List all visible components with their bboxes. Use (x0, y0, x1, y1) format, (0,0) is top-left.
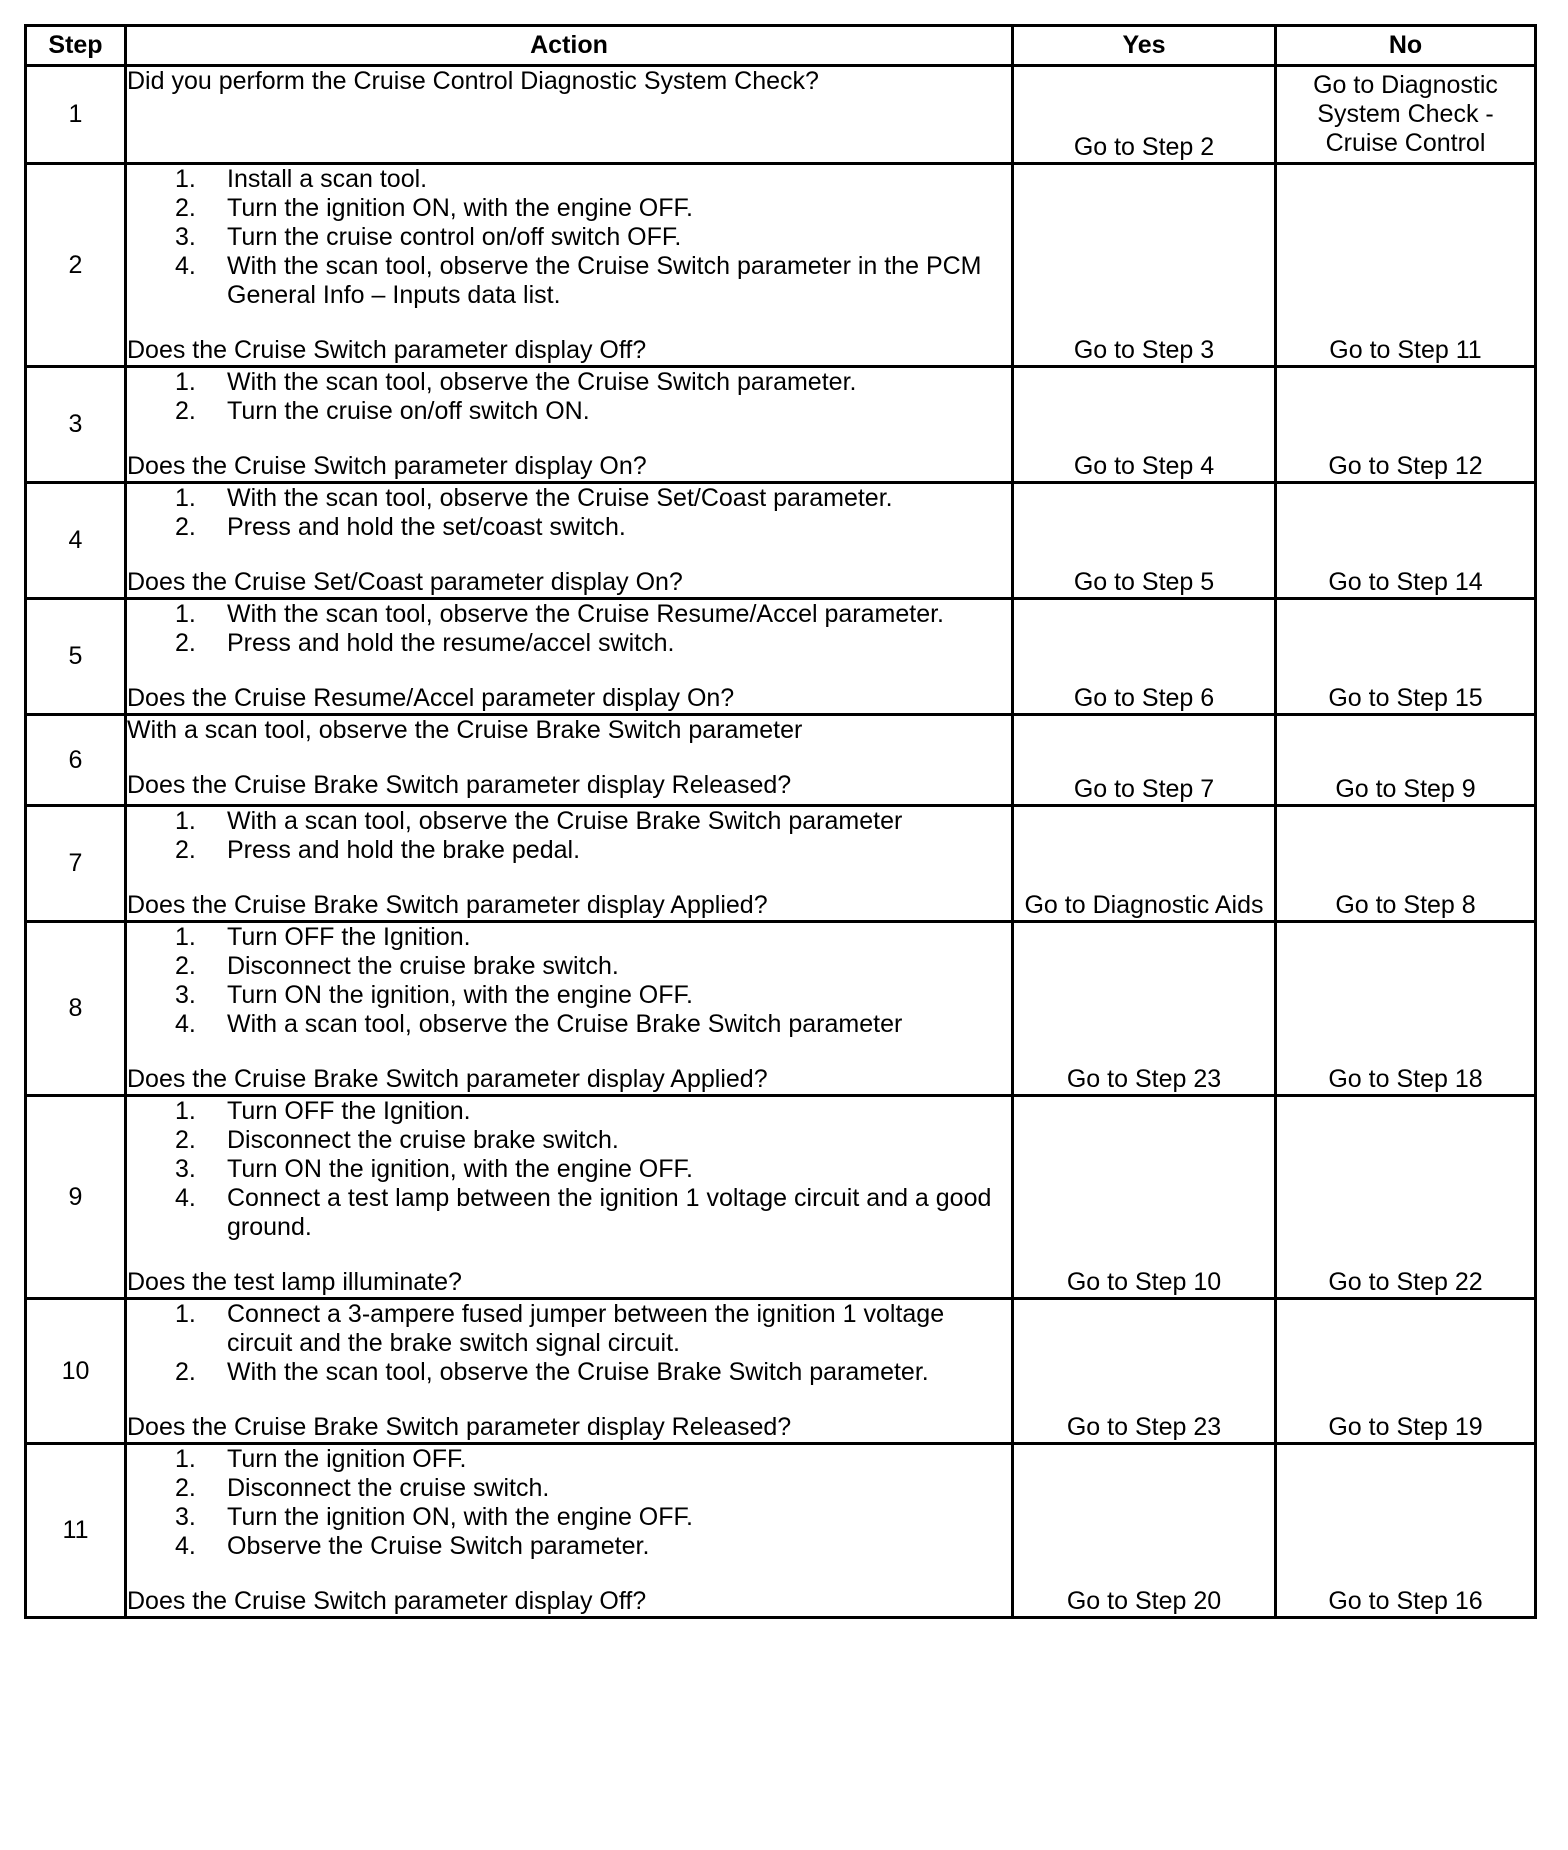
action-cell (126, 483, 1013, 599)
no-result: Go to Step 12 (1276, 367, 1536, 483)
action-cell (126, 1444, 1013, 1618)
instruction-text: With the scan tool, observe the Cruise Resume/Accel parameter. (227, 600, 944, 628)
instruction-item (127, 629, 1011, 658)
header-yes: Yes (1013, 26, 1276, 66)
instruction-number: 1. (175, 600, 196, 628)
instruction-item (127, 1010, 1011, 1039)
instruction-item (127, 1445, 1011, 1474)
instruction-number: 4. (175, 1532, 196, 1560)
instruction-text: Turn the ignition OFF. (227, 1445, 467, 1473)
table-row (26, 806, 1536, 922)
instruction-number: 1. (175, 1300, 196, 1328)
instruction-number: 1. (175, 923, 196, 951)
instruction-item (127, 252, 1011, 310)
instruction-list (127, 1097, 1011, 1242)
action-cell (126, 1299, 1013, 1444)
instruction-item (127, 952, 1011, 981)
instruction-item (127, 981, 1011, 1010)
table-row (26, 367, 1536, 483)
instruction-list (127, 1445, 1011, 1561)
table-body (26, 66, 1536, 1618)
instruction-text: Disconnect the cruise switch. (227, 1474, 550, 1502)
instruction-item (127, 1155, 1011, 1184)
action-cell (126, 367, 1013, 483)
action-question: Does the Cruise Brake Switch parameter display Released? (127, 1413, 792, 1441)
step-number: 6 (26, 715, 126, 806)
no-result: Go to Step 19 (1276, 1299, 1536, 1444)
no-result: Go to Diagnostic System Check - Cruise Control (1276, 66, 1536, 164)
yes-result: Go to Step 10 (1013, 1096, 1276, 1299)
action-intro: With a scan tool, observe the Cruise Brake Switch parameter (127, 716, 803, 744)
instruction-text: With a scan tool, observe the Cruise Brake Switch parameter (227, 807, 903, 835)
table-row (26, 599, 1536, 715)
action-question: Does the Cruise Switch parameter display Off? (127, 1587, 647, 1615)
instruction-item (127, 368, 1011, 397)
no-result: Go to Step 8 (1276, 806, 1536, 922)
instruction-list (127, 923, 1011, 1039)
yes-result: Go to Step 4 (1013, 367, 1276, 483)
instruction-text: Turn the cruise on/off switch ON. (227, 397, 590, 425)
action-question: Does the Cruise Brake Switch parameter display Released? (127, 771, 792, 799)
yes-result: Go to Step 6 (1013, 599, 1276, 715)
instruction-text: Press and hold the brake pedal. (227, 836, 581, 864)
step-number: 1 (26, 66, 126, 164)
instruction-text: Connect a 3-ampere fused jumper between the ignition 1 voltage circuit and the brake switch signal circuit. (227, 1300, 945, 1357)
instruction-item (127, 1300, 1011, 1358)
header-step: Step (26, 26, 126, 66)
instruction-number: 4. (175, 1010, 196, 1038)
header-action: Action (126, 26, 1013, 66)
no-result: Go to Step 11 (1276, 164, 1536, 367)
action-cell (126, 1096, 1013, 1299)
instruction-number: 3. (175, 981, 196, 1009)
instruction-item (127, 1532, 1011, 1561)
instruction-text: Turn OFF the Ignition. (227, 1097, 471, 1125)
instruction-number: 4. (175, 252, 196, 280)
table-row (26, 66, 1536, 164)
instruction-text: Turn the ignition ON, with the engine OFF. (227, 1503, 693, 1531)
instruction-number: 1. (175, 807, 196, 835)
action-cell (126, 922, 1013, 1096)
yes-result: Go to Step 3 (1013, 164, 1276, 367)
action-question: Does the test lamp illuminate? (127, 1268, 462, 1296)
instruction-number: 1. (175, 1097, 196, 1125)
step-number: 5 (26, 599, 126, 715)
action-cell (126, 164, 1013, 367)
action-cell (126, 715, 1013, 806)
action-question: Does the Cruise Switch parameter display Off? (127, 336, 647, 364)
instruction-text: Connect a test lamp between the ignition 1 voltage circuit and a good ground. (227, 1184, 992, 1241)
instruction-text: With the scan tool, observe the Cruise Set/Coast parameter. (227, 484, 893, 512)
instruction-list (127, 165, 1011, 310)
action-cell (126, 806, 1013, 922)
instruction-list (127, 484, 1011, 542)
yes-result: Go to Diagnostic Aids (1013, 806, 1276, 922)
instruction-item (127, 923, 1011, 952)
instruction-number: 3. (175, 1503, 196, 1531)
instruction-number: 4. (175, 1184, 196, 1212)
table-row (26, 1299, 1536, 1444)
instruction-item (127, 165, 1011, 194)
instruction-text: Turn OFF the Ignition. (227, 923, 471, 951)
diagnostic-table (24, 24, 1537, 1619)
instruction-number: 2. (175, 513, 196, 541)
no-result: Go to Step 14 (1276, 483, 1536, 599)
step-number: 11 (26, 1444, 126, 1618)
instruction-number: 1. (175, 1445, 196, 1473)
instruction-number: 3. (175, 1155, 196, 1183)
instruction-text: Press and hold the resume/accel switch. (227, 629, 675, 657)
instruction-item (127, 1126, 1011, 1155)
step-number: 7 (26, 806, 126, 922)
instruction-text: Observe the Cruise Switch parameter. (227, 1532, 650, 1560)
instruction-number: 1. (175, 368, 196, 396)
action-cell (126, 66, 1013, 164)
instruction-item (127, 194, 1011, 223)
instruction-list (127, 807, 1011, 865)
instruction-text: Install a scan tool. (227, 165, 428, 193)
action-question: Does the Cruise Brake Switch parameter display Applied? (127, 891, 768, 919)
instruction-list (127, 600, 1011, 658)
instruction-item (127, 223, 1011, 252)
instruction-list (127, 1300, 1011, 1387)
instruction-number: 2. (175, 397, 196, 425)
table-row (26, 164, 1536, 367)
instruction-text: Turn ON the ignition, with the engine OFF. (227, 1155, 693, 1183)
instruction-number: 2. (175, 194, 196, 222)
instruction-text: Disconnect the cruise brake switch. (227, 1126, 619, 1154)
no-result: Go to Step 22 (1276, 1096, 1536, 1299)
no-result: Go to Step 9 (1276, 715, 1536, 806)
instruction-text: With a scan tool, observe the Cruise Brake Switch parameter (227, 1010, 903, 1038)
action-question: Does the Cruise Resume/Accel parameter display On? (127, 684, 735, 712)
instruction-number: 1. (175, 484, 196, 512)
instruction-number: 2. (175, 836, 196, 864)
instruction-number: 2. (175, 1126, 196, 1154)
yes-result: Go to Step 2 (1013, 66, 1276, 164)
yes-result: Go to Step 7 (1013, 715, 1276, 806)
no-result: Go to Step 18 (1276, 922, 1536, 1096)
instruction-text: Turn the cruise control on/off switch OFF. (227, 223, 682, 251)
table-row (26, 715, 1536, 806)
step-number: 10 (26, 1299, 126, 1444)
action-question: Does the Cruise Switch parameter display On? (127, 452, 647, 480)
instruction-text: Turn ON the ignition, with the engine OFF. (227, 981, 693, 1009)
table-row (26, 1096, 1536, 1299)
yes-result: Go to Step 20 (1013, 1444, 1276, 1618)
instruction-text: Turn the ignition ON, with the engine OFF. (227, 194, 693, 222)
yes-result: Go to Step 5 (1013, 483, 1276, 599)
instruction-number: 2. (175, 1358, 196, 1386)
instruction-text: With the scan tool, observe the Cruise Switch parameter. (227, 368, 857, 396)
step-number: 4 (26, 483, 126, 599)
instruction-number: 2. (175, 1474, 196, 1502)
instruction-item (127, 1097, 1011, 1126)
action-cell (126, 599, 1013, 715)
step-number: 2 (26, 164, 126, 367)
instruction-item (127, 397, 1011, 426)
instruction-number: 2. (175, 629, 196, 657)
instruction-item (127, 836, 1011, 865)
instruction-text: With the scan tool, observe the Cruise Brake Switch parameter. (227, 1358, 929, 1386)
step-number: 9 (26, 1096, 126, 1299)
instruction-item (127, 1184, 1011, 1242)
instruction-item (127, 600, 1011, 629)
instruction-text: With the scan tool, observe the Cruise Switch parameter in the PCM General Info – Inputs data list. (227, 252, 982, 309)
table-row (26, 1444, 1536, 1618)
instruction-item (127, 484, 1011, 513)
action-question: Does the Cruise Brake Switch parameter display Applied? (127, 1065, 768, 1093)
yes-result: Go to Step 23 (1013, 922, 1276, 1096)
step-number: 3 (26, 367, 126, 483)
table-row (26, 483, 1536, 599)
header-no: No (1276, 26, 1536, 66)
no-result: Go to Step 15 (1276, 599, 1536, 715)
instruction-item (127, 807, 1011, 836)
table-row (26, 922, 1536, 1096)
instruction-number: 3. (175, 223, 196, 251)
step-number: 8 (26, 922, 126, 1096)
instruction-number: 2. (175, 952, 196, 980)
instruction-item (127, 1358, 1011, 1387)
no-result: Go to Step 16 (1276, 1444, 1536, 1618)
action-intro: Did you perform the Cruise Control Diagnostic System Check? (127, 67, 819, 95)
instruction-item (127, 513, 1011, 542)
header-row (26, 26, 1536, 66)
instruction-number: 1. (175, 165, 196, 193)
instruction-item (127, 1474, 1011, 1503)
instruction-text: Disconnect the cruise brake switch. (227, 952, 619, 980)
instruction-list (127, 368, 1011, 426)
instruction-text: Press and hold the set/coast switch. (227, 513, 626, 541)
yes-result: Go to Step 23 (1013, 1299, 1276, 1444)
instruction-item (127, 1503, 1011, 1532)
action-question: Does the Cruise Set/Coast parameter display On? (127, 568, 683, 596)
